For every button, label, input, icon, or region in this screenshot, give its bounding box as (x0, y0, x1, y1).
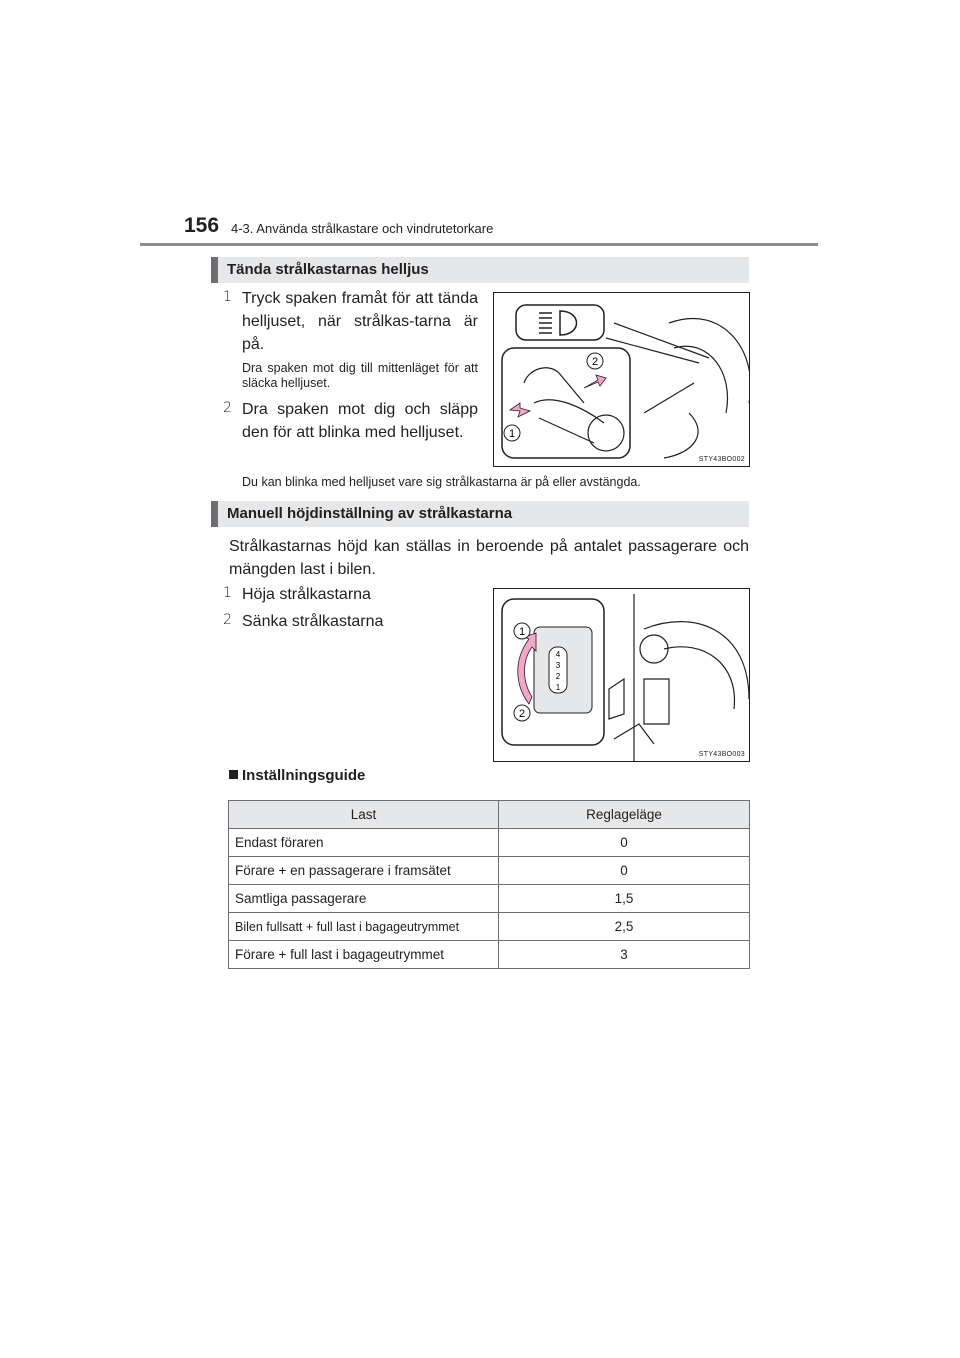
section-heading-high-beam (211, 257, 749, 283)
dial-illustration (494, 589, 749, 761)
dial-mark: 3 (555, 661, 561, 670)
figure-headlight-lever (493, 292, 750, 467)
step-number-1: 1 (223, 585, 232, 601)
table-row (229, 913, 750, 941)
column-header-load: Last (229, 801, 499, 829)
position-cell: 3 (499, 941, 750, 969)
lower-headlights-text: Sänka strålkastarna (242, 613, 384, 630)
section-heading-text: Manuell höjdinställning av strålkastarna (227, 505, 513, 522)
figure-label: STY43BO003 (698, 751, 745, 758)
step-number-2: 2 (223, 400, 232, 416)
lever-illustration (494, 293, 749, 466)
load-cell: Endast föraren (229, 829, 499, 857)
load-cell: Bilen fullsatt + full last i bagageutrymmet (229, 913, 499, 941)
section-heading-text: Tända strålkastarnas helljus (227, 261, 429, 278)
step-1-note: Dra spaken mot dig till mittenläget för att släcka helljuset. (242, 361, 478, 390)
dial-mark: 4 (555, 650, 561, 659)
page-number: 156 (184, 214, 220, 237)
position-cell: 0 (499, 829, 750, 857)
position-cell: 0 (499, 857, 750, 885)
position-cell: 1,5 (499, 885, 750, 913)
figure-leveling-dial (493, 588, 750, 762)
position-cell: 2,5 (499, 913, 750, 941)
load-cell: Förare + en passagerare i framsätet (229, 857, 499, 885)
table-row (229, 885, 750, 913)
raise-headlights-text: Höja strålkastarna (242, 586, 371, 603)
table-row (229, 857, 750, 885)
step-2-text: Dra spaken mot dig och släpp den för att blinka med helljuset. (242, 401, 478, 441)
table-row (229, 829, 750, 857)
step-1-text: Tryck spaken framåt för att tända helljuset, när strålkas-tarna är på. (242, 290, 478, 353)
callout-1: 1 (518, 626, 526, 638)
dial-mark: 2 (555, 672, 561, 681)
leveling-intro: Strålkastarnas höjd kan ställas in beroende på antalet passagerare och mängden last i bilen. (229, 538, 749, 578)
section-heading-leveling (211, 501, 749, 527)
step-number-1: 1 (223, 289, 232, 305)
dial-mark: 1 (555, 683, 561, 692)
square-bullet-icon (229, 770, 238, 779)
table-row (229, 941, 750, 969)
load-cell: Förare + full last i bagageutrymmet (229, 941, 499, 969)
flash-note: Du kan blinka med helljuset vare sig strålkastarna är på eller avstängda. (242, 475, 641, 489)
settings-guide-table (228, 800, 750, 969)
chapter-title: 4-3. Använda strålkastare och vindrutetorkare (231, 221, 494, 236)
load-cell: Samtliga passagerare (229, 885, 499, 913)
callout-1: 1 (508, 428, 516, 440)
callout-2: 2 (591, 356, 599, 368)
figure-label: STY43BO002 (698, 456, 745, 463)
guide-heading-text: Inställningsguide (242, 767, 366, 784)
table-header-row (229, 801, 750, 829)
guide-heading (229, 767, 365, 784)
callout-2: 2 (518, 708, 526, 720)
step-number-2: 2 (223, 612, 232, 628)
header-rule (140, 243, 818, 246)
column-header-position: Reglageläge (499, 801, 750, 829)
